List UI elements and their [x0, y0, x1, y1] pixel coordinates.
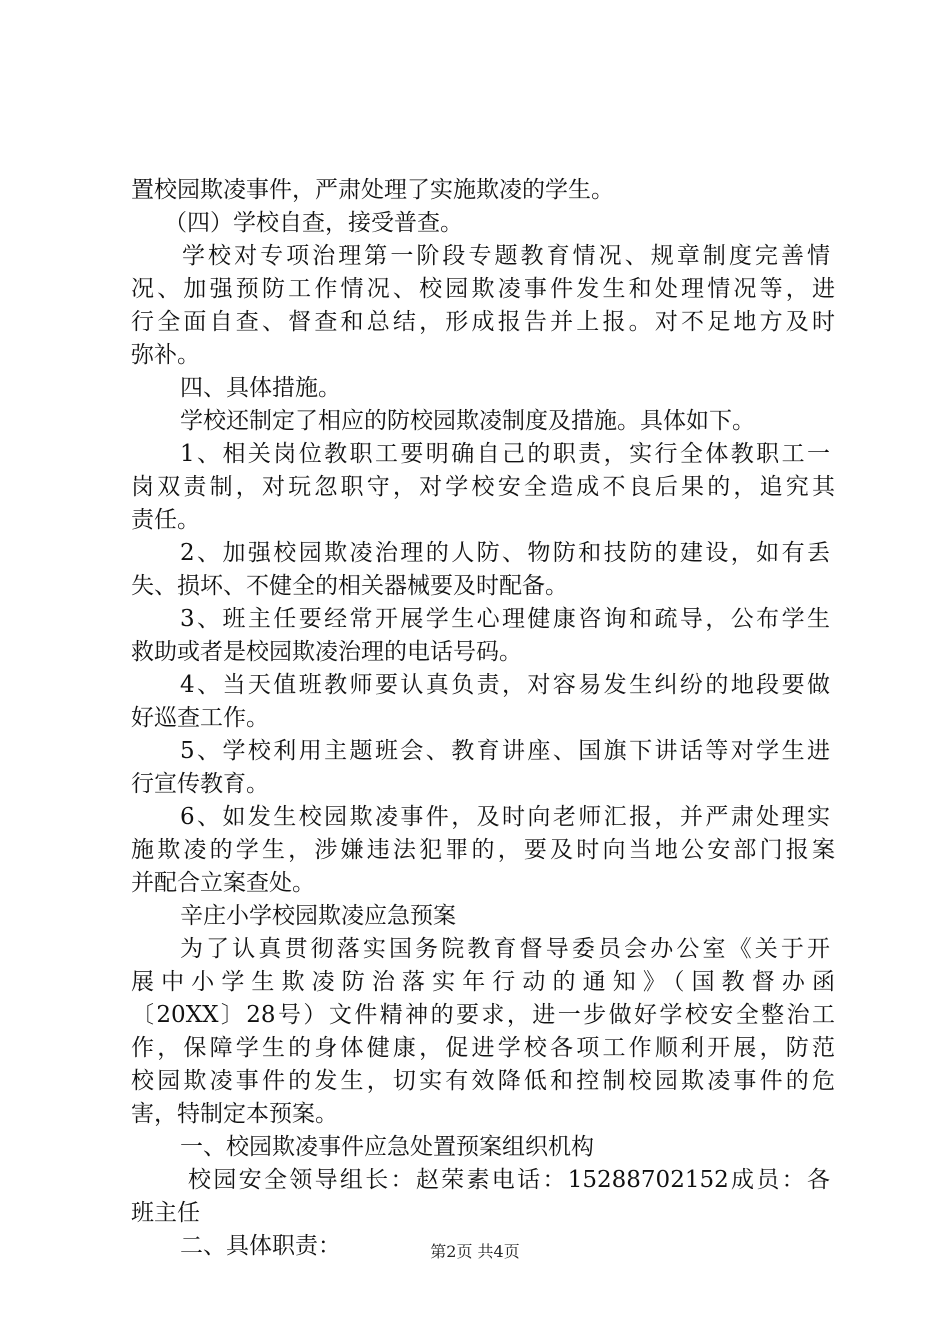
- text-line: 行全面自查、督查和总结，形成报告并上报。对不足地方及时: [131, 309, 835, 335]
- section-heading: 一、校园欺凌事件应急处置预案组织机构: [180, 1134, 594, 1160]
- text-line: 2、加强校园欺凌治理的人防、物防和技防的建设，如有丢: [180, 540, 830, 566]
- text-line: 4、当天值班教师要认真负责，对容易发生纠纷的地段要做: [180, 672, 830, 698]
- text-line: 〔20XX〕28号）文件精神的要求，进一步做好学校安全整治工: [131, 1002, 835, 1028]
- text-line: 失、损坏、不健全的相关器械要及时配备。: [131, 573, 568, 599]
- text-line: 展中小学生欺凌防治落实年行动的通知》（国教督办函: [131, 969, 835, 995]
- section-heading: 四、具体措施。: [180, 375, 341, 401]
- section-heading: （四）学校自查，接受普查。: [164, 210, 463, 236]
- text-line: 6、如发生校园欺凌事件，及时向老师汇报，并严肃处理实: [180, 804, 830, 830]
- text-line: 并配合立案查处。: [131, 870, 315, 896]
- text-line: 3、班主任要经常开展学生心理健康咨询和疏导，公布学生: [180, 606, 830, 632]
- text-line: 责任。: [131, 507, 200, 533]
- document-title: 辛庄小学校园欺凌应急预案: [180, 903, 456, 929]
- text-line: 为了认真贯彻落实国务院教育督导委员会办公室《关于开: [180, 936, 830, 962]
- text-line: 好巡查工作。: [131, 705, 269, 731]
- text-line: 作，保障学生的身体健康，促进学校各项工作顺利开展，防范: [131, 1035, 835, 1061]
- text-line: 1、相关岗位教职工要明确自己的职责，实行全体教职工一: [180, 441, 830, 467]
- text-line: 弥补。: [131, 342, 200, 368]
- text-line: 行宣传教育。: [131, 771, 269, 797]
- page-number-footer: 第2页 共4页: [430, 1242, 520, 1261]
- text-line: 校园欺凌事件的发生，切实有效降低和控制校园欺凌事件的危: [131, 1068, 835, 1094]
- text-line: 置校园欺凌事件，严肃处理了实施欺凌的学生。: [131, 177, 614, 203]
- text-line: 况、加强预防工作情况、校园欺凌事件发生和处理情况等，进: [131, 276, 835, 302]
- text-line: 害，特制定本预案。: [131, 1101, 338, 1127]
- text-line: 班主任: [131, 1200, 200, 1226]
- text-line: 施欺凌的学生，涉嫌违法犯罪的，要及时向当地公安部门报案: [131, 837, 835, 863]
- text-line: 校园安全领导组长：赵荣素电话：15288702152成员：各: [188, 1167, 830, 1193]
- section-heading: 二、具体职责：: [180, 1233, 341, 1259]
- text-line: 5、学校利用主题班会、教育讲座、国旗下讲话等对学生进: [180, 738, 830, 764]
- text-line: 岗双责制，对玩忽职守，对学校安全造成不良后果的，追究其: [131, 474, 835, 500]
- text-line: 学校对专项治理第一阶段专题教育情况、规章制度完善情: [182, 243, 830, 269]
- text-line: 救助或者是校园欺凌治理的电话号码。: [131, 639, 522, 665]
- text-line: 学校还制定了相应的防校园欺凌制度及措施。具体如下。: [180, 408, 755, 434]
